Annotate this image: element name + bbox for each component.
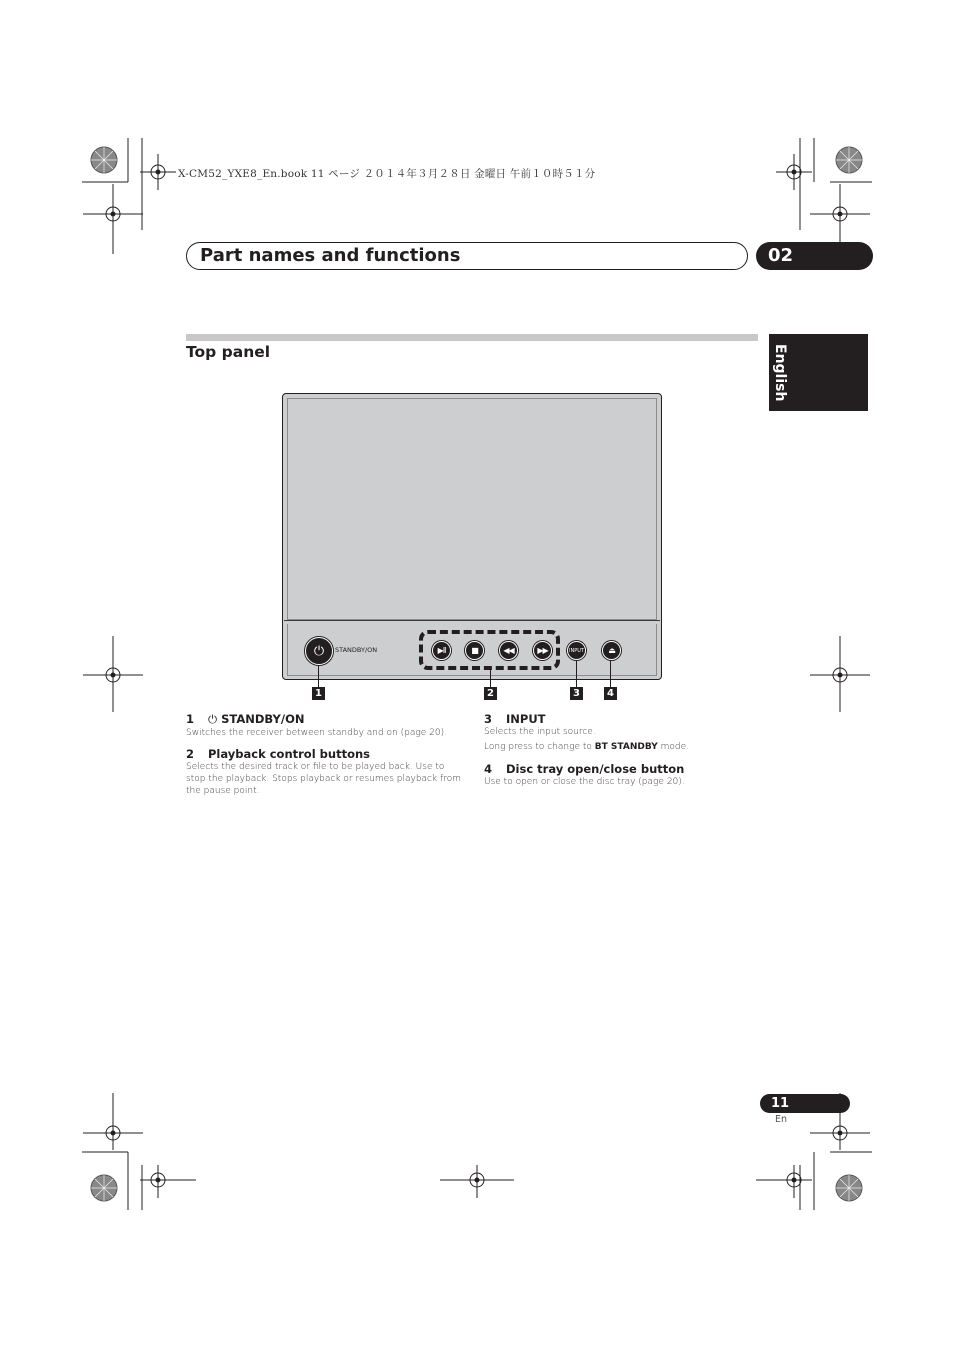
chapter-number: 02 [768, 245, 794, 266]
item-title: INPUT [506, 712, 546, 726]
item-number: 2 [186, 747, 195, 761]
section-rule [186, 334, 758, 341]
page-title: Part names and functions [200, 245, 461, 266]
item-description: Use to open or close the disc tray (page 20). [484, 777, 685, 787]
next-icon: ▶▶ [533, 641, 552, 660]
callout-2: 2 [484, 687, 497, 700]
section-title: Top panel [186, 343, 271, 361]
item-title: Playback control buttons [208, 747, 370, 761]
eject-icon: ⏏ [602, 641, 621, 660]
item-description-2 [484, 741, 754, 753]
item-description: Switches the receiver between standby and on (page 20). [186, 728, 447, 738]
item-input [484, 712, 754, 753]
power-icon: ⏻ [208, 712, 218, 726]
callout-4: 4 [604, 687, 617, 700]
previous-icon: ◀◀ [499, 641, 518, 660]
item-description: Selects the input source. [484, 727, 596, 737]
item-heading [484, 762, 754, 776]
text-run: mode. [657, 742, 689, 752]
panel-top-surface [287, 398, 657, 620]
item-heading [186, 712, 471, 727]
callout-line-4 [610, 660, 611, 687]
bt-standby-term: BT STANDBY [594, 742, 658, 752]
play-pause-icon: ▶II [432, 641, 451, 660]
callout-3: 3 [570, 687, 583, 700]
callout-line-3 [576, 660, 577, 687]
item-disc-tray [484, 762, 754, 788]
item-standby [186, 712, 471, 739]
file-header: X-CM52_YXE8_En.book 11 ページ ２０１４年３月２８日 金曜日 午前１０時５１分 [178, 168, 596, 180]
text-run: Long press to change to [484, 742, 595, 752]
item-description: Selects the desired track or file to be played back. Use to stop the playback. Stops playback or resumes playback from the pause point. [186, 762, 462, 796]
item-title: STANDBY/ON [221, 712, 305, 726]
callout-1: 1 [312, 687, 325, 700]
standby-label: STANDBY/ON [335, 646, 378, 654]
callout-line-1 [318, 665, 319, 687]
item-number: 1 [186, 712, 195, 726]
input-button-icon: INPUT [567, 641, 586, 660]
item-playback [186, 747, 466, 797]
callout-line-2 [490, 670, 491, 687]
item-heading [484, 712, 754, 726]
item-number: 4 [484, 762, 493, 776]
stop-icon: ■ [465, 641, 484, 660]
item-number: 3 [484, 712, 493, 726]
power-icon: ⏻ [305, 637, 333, 665]
language-label: English [772, 344, 788, 402]
item-heading [186, 747, 466, 761]
page-number: 11 [771, 1096, 790, 1111]
page-language-code: En [775, 1114, 788, 1125]
item-title: Disc tray open/close button [506, 762, 685, 776]
